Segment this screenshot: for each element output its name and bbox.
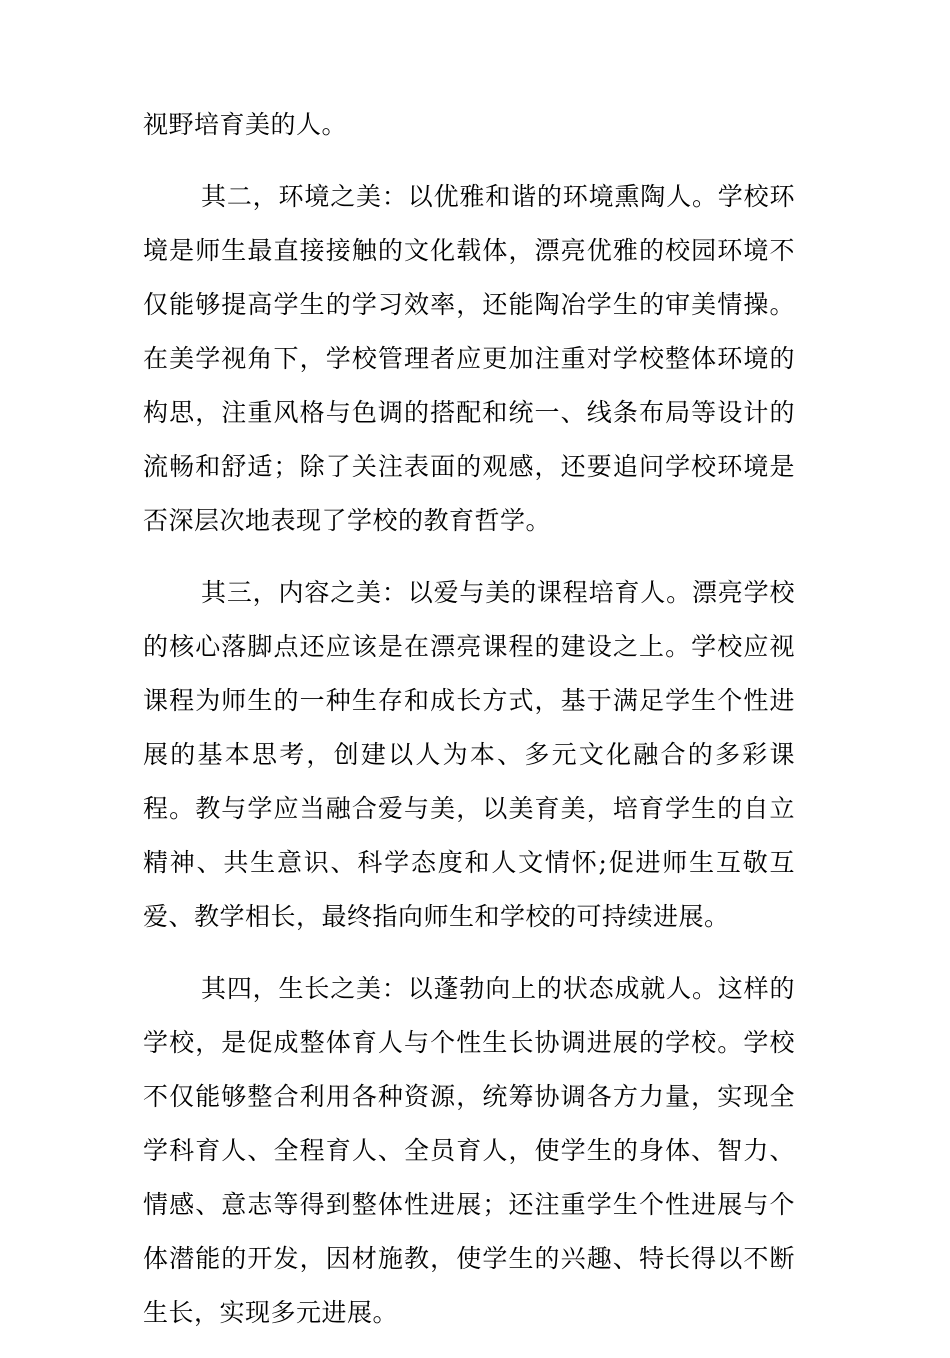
paragraph-growth-beauty: 其四，生长之美：以蓬勃向上的状态成就人。这样的学校，是促成整体育人与个性生长协调进展的学校。学校不仅能够整合利用各种资源，统筹协调各方力量，实现全学科育人、全程育人、全员育人，使学生的身体、智力、情感、意志等得到整体性进展；还注重学生个性进展与个体潜能的开发，因材施教，使学生的兴趣、特长得以不断生长，实现多元进展。	[143, 974, 795, 1327]
paragraph-environment-beauty: 其二，环境之美：以优雅和谐的环境熏陶人。学校环境是师生最直接接触的文化载体，漂亮优雅的校园环境不仅能够提高学生的学习效率，还能陶冶学生的审美情操。在美学视角下，学校管理者应更加注重对学校整体环境的构思，注重风格与色调的搭配和统一、线条布局等设计的流畅和舒适；除了关注表面的观感，还要追问学校环境是否深层次地表现了学校的教育哲学。	[143, 182, 795, 535]
document-body	[143, 98, 795, 1358]
paragraph-continuation: 视野培育美的人。	[143, 110, 348, 139]
paragraph-content-beauty: 其三，内容之美：以爱与美的课程培育人。漂亮学校的核心落脚点还应该是在漂亮课程的建设之上。学校应视课程为师生的一种生存和成长方式，基于满足学生个性进展的基本思考，创建以人为本、多元文化融合的多彩课程。教与学应当融合爱与美，以美育美，培育学生的自立精神、共生意识、科学态度和人文情怀;促进师生互敬互爱、教学相长，最终指向师生和学校的可持续进展。	[143, 578, 795, 931]
